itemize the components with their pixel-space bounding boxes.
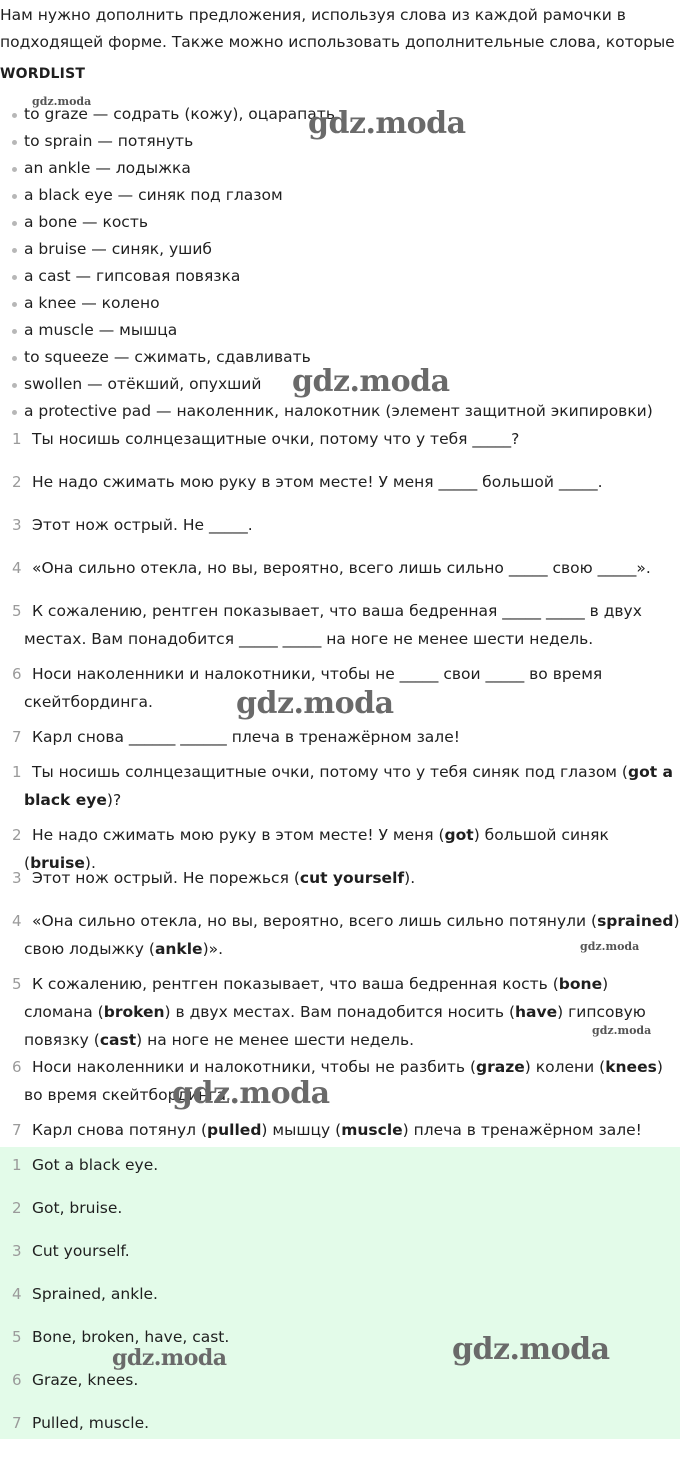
item-text: К сожалению, рентген показывает, что ваша бедренная _____ _____ в двух местах. Вам понадобится _____ _____ на ноге не менее шести недель. bbox=[24, 602, 642, 648]
item-number: 5 bbox=[12, 1328, 22, 1346]
item-text: Этот нож острый. Не порежься (cut yourself). bbox=[32, 869, 416, 887]
wordlist-item: swollen — отёкший, опухший bbox=[12, 371, 653, 398]
item-text: Носи наколенники и налокотники, чтобы не разбить (graze) колени (knees) во время скейтбординга. bbox=[24, 1058, 663, 1104]
wordlist bbox=[12, 101, 653, 425]
wordlist-item: a muscle — мышца bbox=[12, 317, 653, 344]
exercise-item bbox=[0, 425, 680, 453]
exercise-item bbox=[0, 597, 680, 653]
wordlist-item: to sprain — потянуть bbox=[12, 128, 653, 155]
watermark: gdz.moda bbox=[308, 106, 466, 141]
item-text: Этот нож острый. Не _____. bbox=[32, 516, 253, 534]
translation-item bbox=[0, 1116, 680, 1144]
wordlist-item: a protective pad — наколенник, налокотник (элемент защитной экипировки) bbox=[12, 398, 653, 425]
watermark: gdz.moda bbox=[236, 686, 394, 721]
watermark: gdz.moda bbox=[172, 1076, 330, 1111]
wordlist-title: WORDLIST bbox=[0, 66, 86, 82]
translation-item bbox=[0, 907, 680, 963]
wordlist-item: to graze — содрать (кожу), оцарапать bbox=[12, 101, 653, 128]
translation-item bbox=[0, 864, 680, 892]
item-number: 2 bbox=[12, 1199, 22, 1217]
item-number: 5 bbox=[12, 975, 22, 993]
wordlist-item: a black eye — синяк под глазом bbox=[12, 182, 653, 209]
item-text: Ты носишь солнцезащитные очки, потому что у тебя _____? bbox=[32, 430, 520, 448]
wordlist-item: a bone — кость bbox=[12, 209, 653, 236]
wordlist-item: a knee — колено bbox=[12, 290, 653, 317]
item-number: 1 bbox=[12, 763, 22, 781]
item-text: К сожалению, рентген показывает, что ваша бедренная кость (bone) сломана (broken) в двух местах. Вам понадобится носить (have) гипсовую повязку (cast) на ноге не менее шести недель. bbox=[24, 975, 646, 1049]
item-number: 3 bbox=[12, 1242, 22, 1260]
item-number: 4 bbox=[12, 1285, 22, 1303]
answer-text: Pulled, muscle. bbox=[32, 1414, 150, 1432]
item-text: Карл снова ______ ______ плеча в тренажёрном зале! bbox=[32, 728, 460, 746]
item-text: Не надо сжимать мою руку в этом месте! У меня (got) большой синяк (bruise). bbox=[24, 826, 609, 872]
intro-paragraph: Нам нужно дополнить предложения, используя слова из каждой рамочки в подходящей форме. Также можно использовать дополнительные слова, которые bbox=[0, 6, 675, 51]
item-number: 7 bbox=[12, 728, 22, 746]
exercise-item bbox=[0, 468, 680, 496]
answer-item bbox=[0, 1237, 680, 1265]
watermark: gdz.moda bbox=[592, 1024, 652, 1037]
answer-text: Sprained, ankle. bbox=[32, 1285, 158, 1303]
answer-text: Graze, knees. bbox=[32, 1371, 139, 1389]
item-number: 2 bbox=[12, 826, 22, 844]
wordlist-item: an ankle — лодыжка bbox=[12, 155, 653, 182]
item-number: 6 bbox=[12, 1371, 22, 1389]
item-text: Не надо сжимать мою руку в этом месте! У меня _____ большой _____. bbox=[32, 473, 603, 491]
translation-item bbox=[0, 970, 680, 1054]
item-number: 1 bbox=[12, 430, 22, 448]
exercise-item bbox=[0, 554, 680, 582]
item-number: 7 bbox=[12, 1414, 22, 1432]
item-text: «Она сильно отекла, но вы, вероятно, всего лишь сильно потянули (sprained) свою лодыжку (ankle)». bbox=[24, 912, 680, 958]
item-number: 1 bbox=[12, 1156, 22, 1174]
answer-item bbox=[0, 1280, 680, 1308]
item-number: 3 bbox=[12, 516, 22, 534]
item-number: 6 bbox=[12, 1058, 22, 1076]
exercise-item bbox=[0, 511, 680, 539]
wordlist-item: a cast — гипсовая повязка bbox=[12, 263, 653, 290]
answers-block bbox=[0, 1147, 680, 1439]
translation-item bbox=[0, 1053, 680, 1109]
exercise-item bbox=[0, 723, 680, 751]
watermark: gdz.moda bbox=[292, 364, 450, 399]
wordlist-item: to squeeze — сжимать, сдавливать bbox=[12, 344, 653, 371]
item-text: Носи наколенники и налокотники, чтобы не _____ свои _____ во время скейтбординга. bbox=[24, 665, 603, 711]
exercise-item bbox=[0, 660, 680, 716]
answer-text: Cut yourself. bbox=[32, 1242, 130, 1260]
item-text: «Она сильно отекла, но вы, вероятно, всего лишь сильно _____ свою _____». bbox=[32, 559, 651, 577]
item-text: Ты носишь солнцезащитные очки, потому что у тебя синяк под глазом (got a black eye)? bbox=[24, 763, 673, 809]
wordlist-item: a bruise — синяк, ушиб bbox=[12, 236, 653, 263]
answer-text: Bone, broken, have, cast. bbox=[32, 1328, 230, 1346]
answer-item bbox=[0, 1151, 680, 1179]
watermark: gdz.moda bbox=[580, 940, 640, 953]
answer-item bbox=[0, 1194, 680, 1222]
translation-item bbox=[0, 758, 680, 814]
answer-text: Got a black eye. bbox=[32, 1156, 159, 1174]
answer-item bbox=[0, 1366, 680, 1394]
item-text: Карл снова потянул (pulled) мышцу (muscle) плеча в тренажёрном зале! bbox=[32, 1121, 642, 1139]
item-number: 6 bbox=[12, 665, 22, 683]
item-number: 7 bbox=[12, 1121, 22, 1139]
answer-item bbox=[0, 1323, 680, 1351]
answer-item bbox=[0, 1409, 680, 1437]
answer-text: Got, bruise. bbox=[32, 1199, 123, 1217]
watermark: gdz.moda bbox=[112, 1345, 227, 1371]
item-number: 4 bbox=[12, 559, 22, 577]
item-number: 2 bbox=[12, 473, 22, 491]
item-number: 5 bbox=[12, 602, 22, 620]
watermark: gdz.moda bbox=[452, 1332, 610, 1367]
item-number: 4 bbox=[12, 912, 22, 930]
watermark: gdz.moda bbox=[32, 95, 92, 108]
item-number: 3 bbox=[12, 869, 22, 887]
